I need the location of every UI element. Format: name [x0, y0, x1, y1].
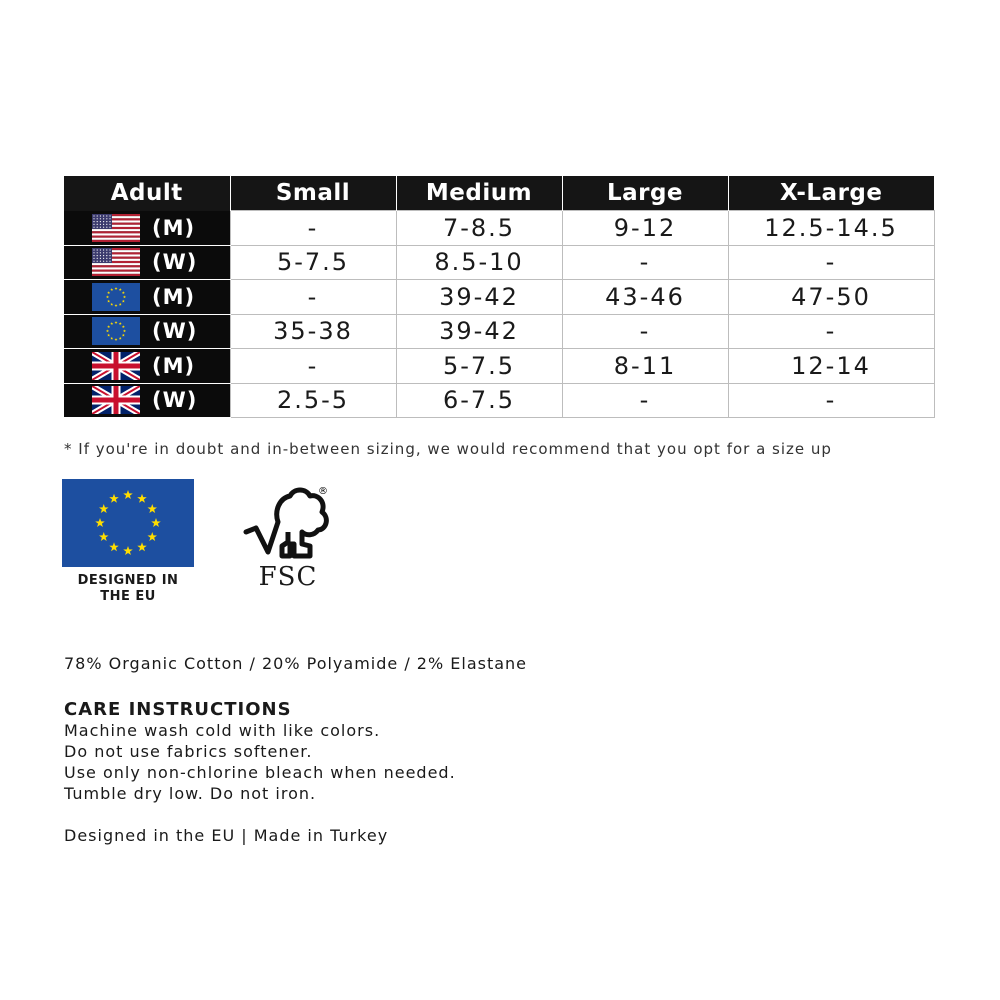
row-header [64, 211, 230, 246]
size-cell: - [230, 211, 396, 246]
care-line: Machine wash cold with like colors. [64, 721, 381, 740]
size-cell: - [728, 314, 934, 349]
gender-label: (M) [152, 353, 196, 378]
eu-flag-icon [62, 479, 194, 567]
size-cell: - [562, 314, 728, 349]
table-row [64, 211, 934, 246]
size-cell: - [728, 383, 934, 418]
size-chart-table [64, 176, 935, 418]
header-small: Small [230, 176, 396, 211]
size-cell: - [728, 245, 934, 280]
gender-label: (W) [152, 250, 198, 275]
care-line: Tumble dry low. Do not iron. [64, 784, 317, 803]
header-large: Large [562, 176, 728, 211]
table-row [64, 245, 934, 280]
uk-flag-icon [92, 386, 140, 414]
table-header-row [64, 176, 934, 211]
size-cell: 43-46 [562, 280, 728, 315]
origin-statement: Designed in the EU | Made in Turkey [64, 826, 389, 845]
table-row [64, 280, 934, 315]
table-row [64, 349, 934, 384]
uk-flag-icon [92, 352, 140, 380]
size-cell: 9-12 [562, 211, 728, 246]
size-cell: - [230, 349, 396, 384]
fsc-logo [238, 484, 338, 596]
size-cell: 12-14 [728, 349, 934, 384]
gender-label: (M) [152, 284, 196, 309]
size-cell: - [562, 383, 728, 418]
care-line: Use only non-chlorine bleach when needed. [64, 763, 456, 782]
header-x-large: X-Large [728, 176, 934, 211]
table-row [64, 314, 934, 349]
sizing-footnote: * If you're in doubt and in-between sizing, we would recommend that you opt for a size up [64, 440, 832, 458]
row-header [64, 383, 230, 418]
size-cell: 39-42 [396, 280, 562, 315]
eu-caption-line-2: THE EU [100, 589, 156, 604]
care-instructions-title: CARE INSTRUCTIONS [64, 699, 292, 720]
size-cell: 7-8.5 [396, 211, 562, 246]
fabric-composition: 78% Organic Cotton / 20% Polyamide / 2% Elastane [64, 654, 528, 673]
row-header [64, 349, 230, 384]
designed-in-eu-logo [62, 479, 194, 605]
gender-label: (W) [152, 319, 198, 344]
fsc-registered-mark: ® [318, 486, 328, 497]
size-cell: 8-11 [562, 349, 728, 384]
table-row [64, 383, 934, 418]
size-cell: 5-7.5 [230, 245, 396, 280]
size-cell: 2.5-5 [230, 383, 396, 418]
size-cell: 47-50 [728, 280, 934, 315]
eu-flag-icon [92, 283, 140, 311]
size-cell: 35-38 [230, 314, 396, 349]
eu-logo-caption [62, 573, 194, 605]
care-line: Do not use fabrics softener. [64, 742, 313, 761]
row-header [64, 314, 230, 349]
row-header [64, 280, 230, 315]
us-flag-icon [92, 248, 140, 276]
size-cell: 12.5-14.5 [728, 211, 934, 246]
gender-label: (M) [152, 215, 196, 240]
eu-flag-icon [92, 317, 140, 345]
fsc-logo-text: FSC [258, 562, 318, 592]
header-adult: Adult [64, 176, 230, 211]
eu-caption-line-1: DESIGNED IN [77, 573, 179, 588]
gender-label: (W) [152, 388, 198, 413]
us-flag-icon [92, 214, 140, 242]
header-medium: Medium [396, 176, 562, 211]
fsc-tree-icon [238, 484, 338, 564]
size-cell: - [230, 280, 396, 315]
size-cell: - [562, 245, 728, 280]
size-cell: 5-7.5 [396, 349, 562, 384]
size-cell: 6-7.5 [396, 383, 562, 418]
size-cell: 8.5-10 [396, 245, 562, 280]
size-cell: 39-42 [396, 314, 562, 349]
care-instructions [64, 699, 456, 804]
row-header [64, 245, 230, 280]
